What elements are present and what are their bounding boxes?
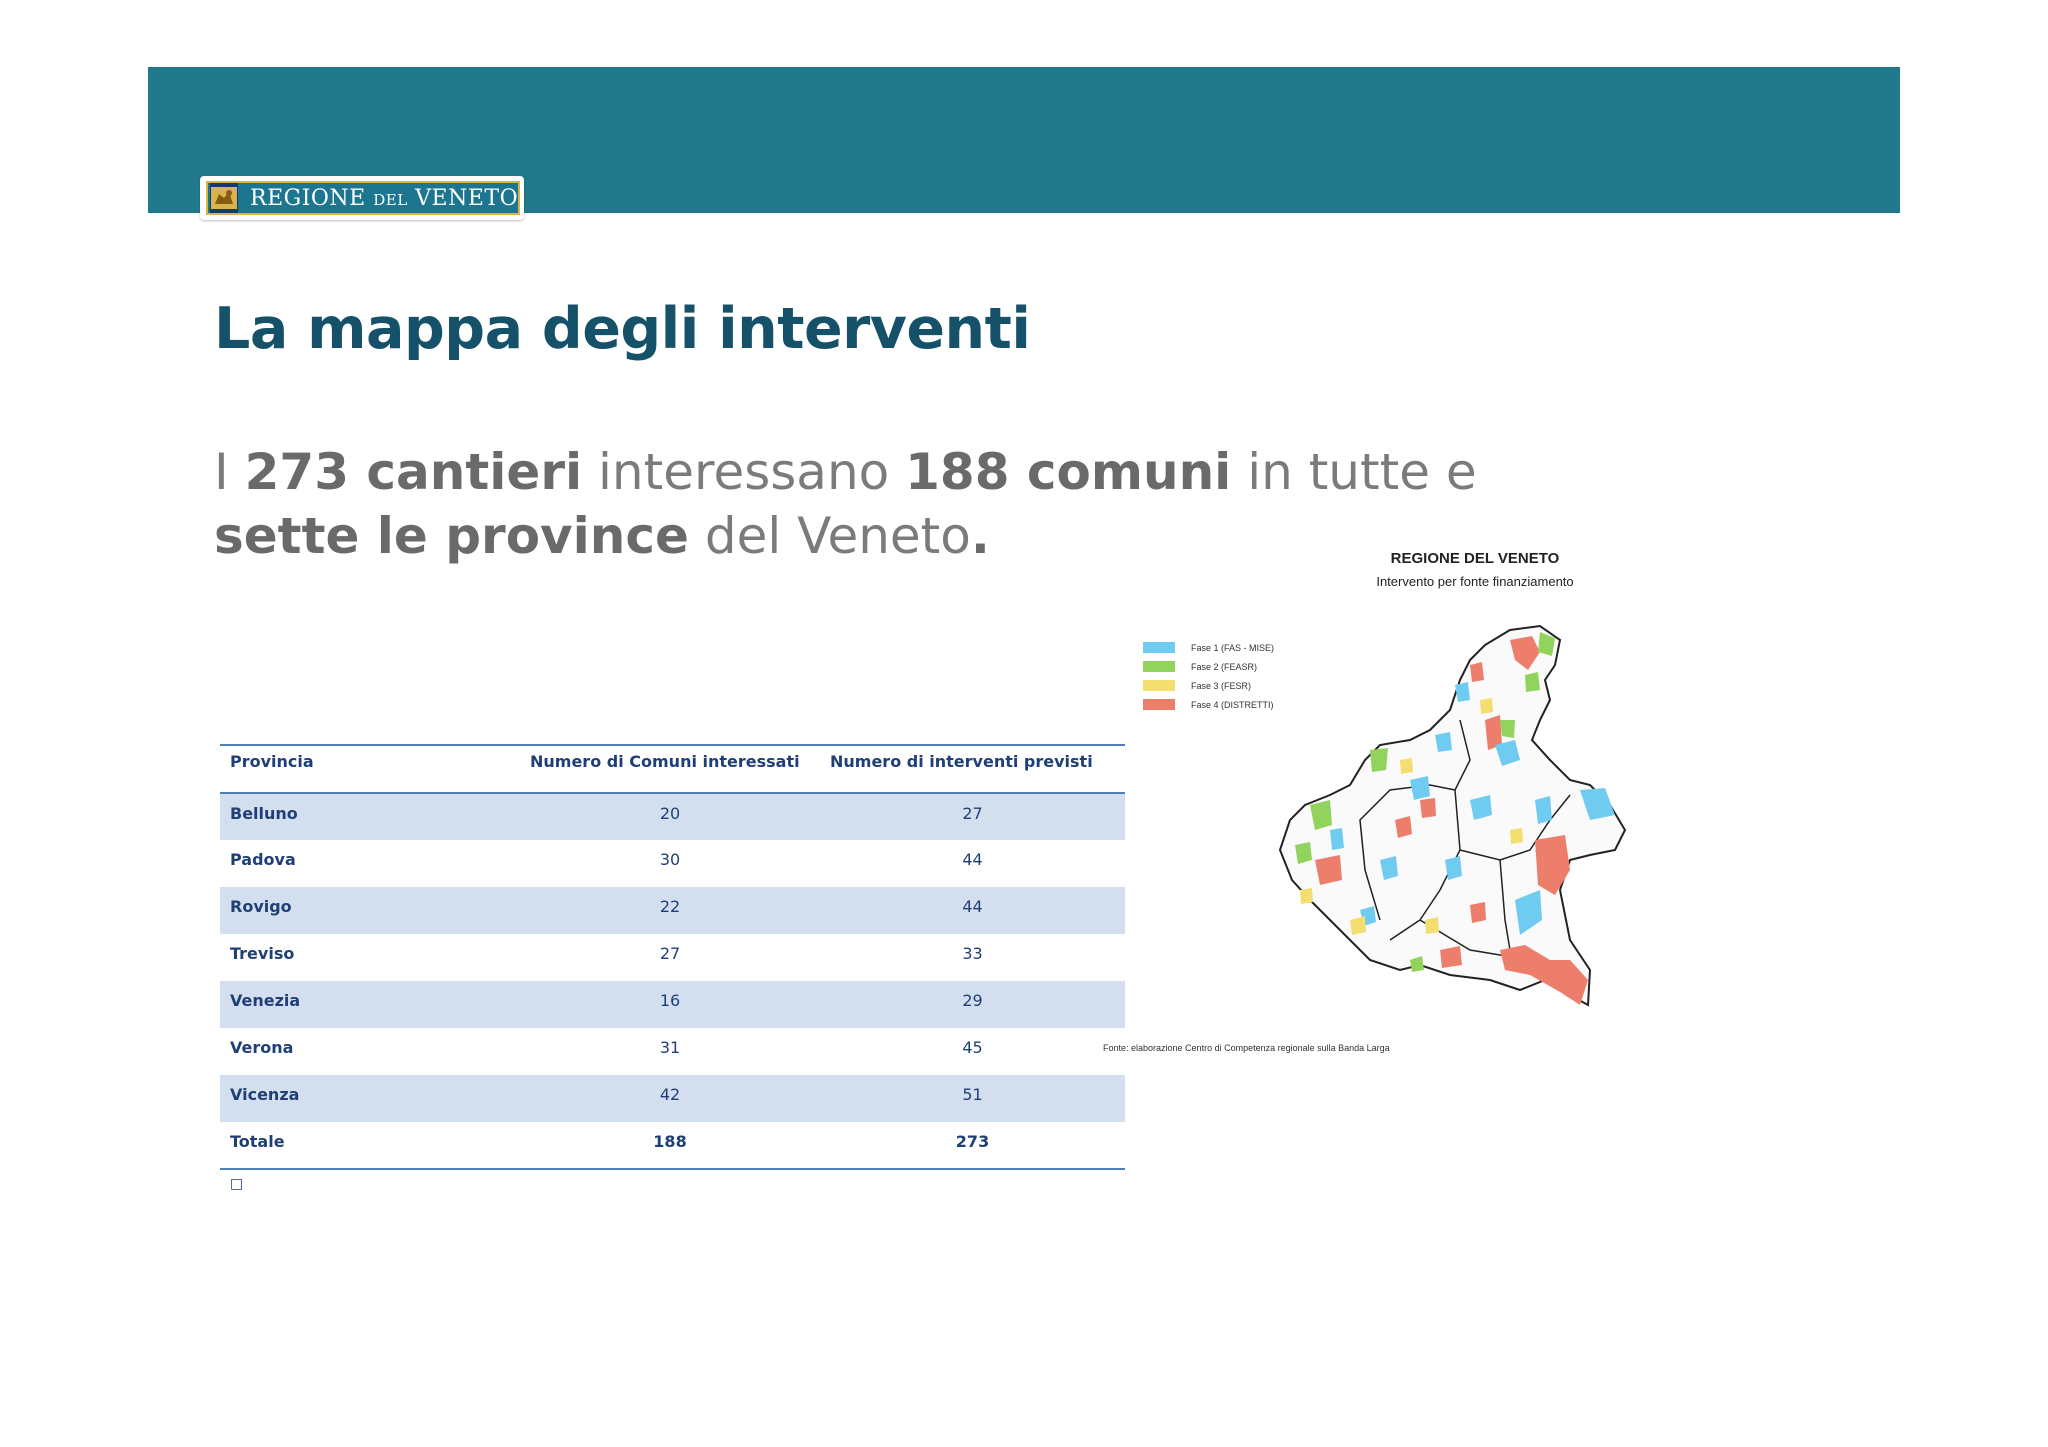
interventi-table xyxy=(220,744,1125,1170)
cell-interventi: 44 xyxy=(820,887,1125,934)
map-source-note: Fonte: elaborazione Centro di Competenza regionale sulla Banda Larga xyxy=(1103,1043,1390,1053)
cell-provincia: Padova xyxy=(230,850,296,869)
legend-item xyxy=(1143,657,1274,676)
legend-label: Fase 3 (FESR) xyxy=(1191,680,1252,691)
cell-provincia: Belluno xyxy=(220,793,520,840)
table-total-row xyxy=(220,1122,1125,1169)
cell-comuni: 20 xyxy=(520,793,820,840)
cell-provincia: Venezia xyxy=(220,981,520,1028)
map-title: REGIONE DEL VENETO xyxy=(1390,550,1560,567)
cell-comuni: 22 xyxy=(520,887,820,934)
cell-totale-comuni: 188 xyxy=(520,1122,820,1169)
cell-interventi: 33 xyxy=(962,944,983,963)
map-subtitle: Intervento per fonte finanziamento xyxy=(1376,574,1574,589)
cell-interventi: 29 xyxy=(820,981,1125,1028)
legend-swatch xyxy=(1143,661,1175,672)
cell-comuni: 27 xyxy=(659,944,681,963)
cell-comuni: 30 xyxy=(659,850,681,869)
table-row xyxy=(220,934,1125,981)
table-footnote-mark: □ xyxy=(230,1176,244,1192)
legend-item xyxy=(1143,695,1274,714)
table-row xyxy=(220,981,1125,1028)
cell-provincia: Rovigo xyxy=(220,887,520,934)
table-row xyxy=(220,793,1125,840)
legend-label: Fase 2 (FEASR) xyxy=(1191,661,1258,672)
col-header-comuni: Numero di Comuni interessati xyxy=(520,745,820,793)
cell-provincia: Vicenza xyxy=(220,1075,520,1122)
legend-swatch xyxy=(1143,642,1175,653)
cell-interventi: 27 xyxy=(820,793,1125,840)
legend-swatch xyxy=(1143,699,1175,710)
legend-item xyxy=(1143,638,1274,657)
table-row xyxy=(220,1028,1125,1075)
cell-comuni: 16 xyxy=(520,981,820,1028)
table-row xyxy=(220,887,1125,934)
cell-comuni: 31 xyxy=(659,1038,681,1057)
table-row xyxy=(220,1075,1125,1122)
page-title: La mappa degli interventi xyxy=(214,296,1031,362)
cell-totale-interventi: 273 xyxy=(820,1122,1125,1169)
lion-crest-icon xyxy=(210,183,238,213)
cell-provincia: Verona xyxy=(230,1038,294,1057)
table-header-row xyxy=(220,745,1125,793)
table-row xyxy=(220,840,1125,887)
legend-swatch xyxy=(1143,680,1175,691)
map-legend xyxy=(1143,638,1274,714)
regione-veneto-logo xyxy=(200,176,524,220)
cell-totale-label: Totale xyxy=(220,1122,520,1169)
cell-interventi: 45 xyxy=(962,1038,983,1057)
legend-item xyxy=(1143,676,1274,695)
veneto-map xyxy=(1270,620,1670,1050)
col-header-provincia: Provincia xyxy=(220,745,520,793)
cell-interventi: 44 xyxy=(962,850,983,869)
cell-comuni: 42 xyxy=(520,1075,820,1122)
cell-provincia: Treviso xyxy=(230,944,295,963)
subtitle: I 273 cantieri interessano 188 comuni in tutte e sette le province del Veneto. xyxy=(214,443,1477,565)
legend-label: Fase 1 (FAS - MISE) xyxy=(1191,642,1275,653)
legend-label: Fase 4 (DISTRETTI) xyxy=(1191,699,1274,710)
logo-text: REGIONE DEL VENETO xyxy=(250,185,519,211)
col-header-interventi: Numero di interventi previsti xyxy=(820,745,1125,793)
cell-interventi: 51 xyxy=(820,1075,1125,1122)
